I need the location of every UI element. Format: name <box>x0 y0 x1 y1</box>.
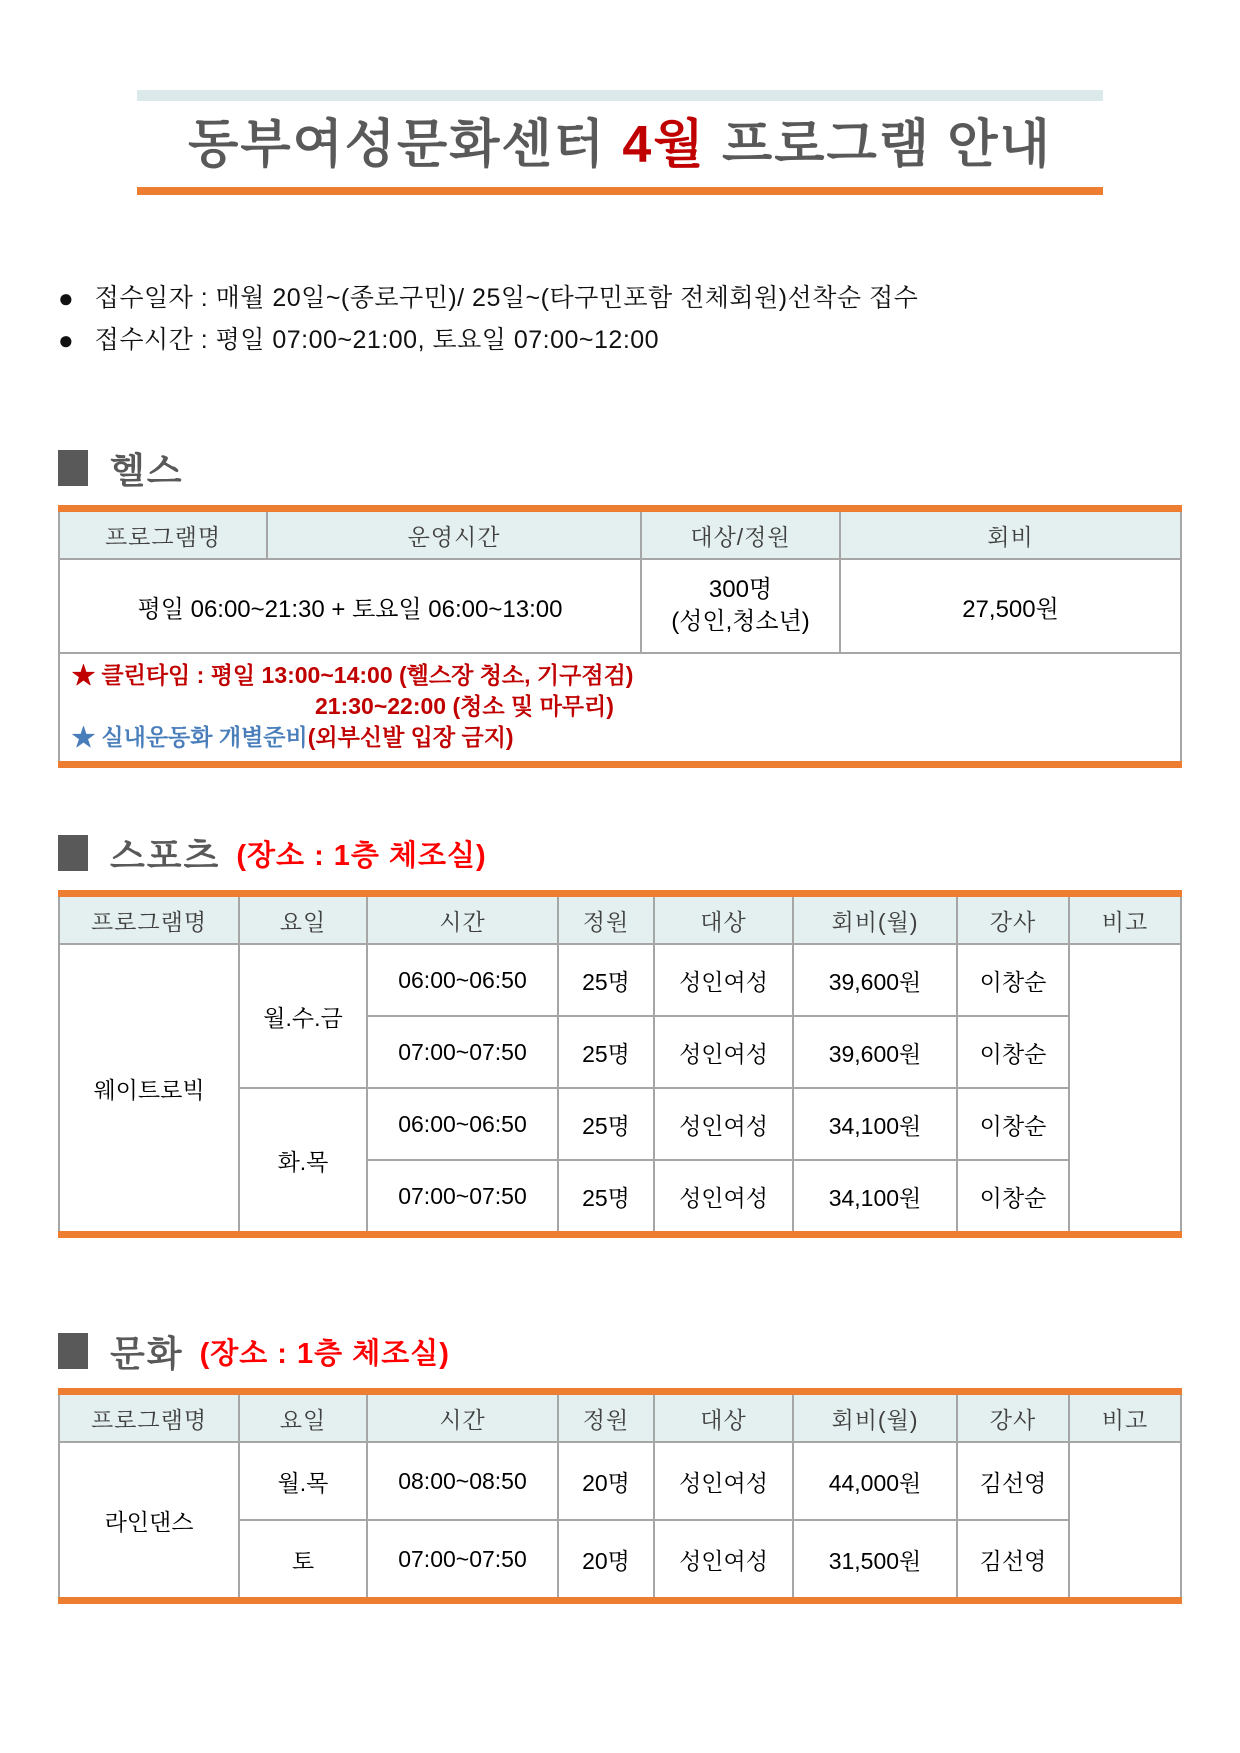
day-cell: 토 <box>239 1520 367 1601</box>
notice-text: 접수일자 : 매월 20일~(종로구민)/ 25일~(타구민포함 전체회원)선착순 접수 <box>94 284 919 312</box>
table-header-row <box>59 1392 1181 1443</box>
col-header-instructor: 강사 <box>957 1392 1069 1443</box>
section-header-sports <box>58 832 1240 874</box>
time-cell: 07:00~07:50 <box>367 1160 558 1235</box>
col-header-day: 요일 <box>239 1392 367 1443</box>
col-header-day: 요일 <box>239 894 367 945</box>
table-row <box>59 1442 1181 1520</box>
culture-table <box>58 1388 1182 1604</box>
col-header-fee: 회비(월) <box>793 894 957 945</box>
instructor-cell: 이창순 <box>957 1016 1069 1088</box>
target-cell: 성인여성 <box>654 1442 793 1520</box>
target-cell: 성인여성 <box>654 1520 793 1601</box>
instructor-cell: 김선영 <box>957 1442 1069 1520</box>
time-cell: 07:00~07:50 <box>367 1520 558 1601</box>
title-prefix: 동부여성문화센터 <box>188 116 623 174</box>
col-header-hours: 운영시간 <box>267 509 641 560</box>
time-cell: 07:00~07:50 <box>367 1016 558 1088</box>
section-title: 헬스 <box>110 449 184 491</box>
fee-cell: 44,000원 <box>793 1442 957 1520</box>
notice-registration-date <box>58 277 1240 319</box>
col-header-time: 시간 <box>367 894 558 945</box>
sports-table <box>58 890 1182 1238</box>
capacity-cell: 25명 <box>558 944 654 1016</box>
target-cell: 성인여성 <box>654 1160 793 1235</box>
health-hours-cell: 평일 06:00~21:30 + 토요일 06:00~13:00 <box>59 559 641 653</box>
capacity-cell: 25명 <box>558 1016 654 1088</box>
title-block <box>137 90 1103 195</box>
col-header-time: 시간 <box>367 1392 558 1443</box>
section-square-icon <box>58 835 88 871</box>
title-top-bar <box>137 90 1103 101</box>
capacity-target: (성인,청소년) <box>671 608 810 635</box>
table-row <box>59 944 1181 1016</box>
program-name-cell: 웨이트로빅 <box>59 944 239 1235</box>
instructor-cell: 김선영 <box>957 1520 1069 1601</box>
note-shoes <box>72 722 1168 753</box>
section-title: 스포츠 <box>110 834 221 876</box>
section-location: (장소 : 1층 체조실) <box>199 1337 450 1370</box>
fee-cell: 34,100원 <box>793 1088 957 1160</box>
remark-cell <box>1069 944 1181 1235</box>
col-header-fee: 회비 <box>840 509 1181 560</box>
capacity-cell: 20명 <box>558 1520 654 1601</box>
col-header-remark: 비고 <box>1069 1392 1181 1443</box>
capacity-count: 300명 <box>708 576 773 603</box>
col-header-program: 프로그램명 <box>59 509 267 560</box>
health-fee-cell: 27,500원 <box>840 559 1181 653</box>
capacity-cell: 25명 <box>558 1088 654 1160</box>
health-table <box>58 505 1182 768</box>
capacity-cell: 20명 <box>558 1442 654 1520</box>
health-notes-cell <box>59 653 1181 765</box>
col-header-target-capacity: 대상/정원 <box>641 509 840 560</box>
section-location: (장소 : 1층 체조실) <box>236 839 487 872</box>
fee-cell: 34,100원 <box>793 1160 957 1235</box>
health-capacity-cell <box>641 559 840 653</box>
day-cell: 화.목 <box>239 1088 367 1235</box>
note-clean-time-2: 21:30~22:00 (청소 및 마무리) <box>315 693 614 719</box>
section-title: 문화 <box>110 1332 184 1374</box>
table-notes-row <box>59 653 1181 765</box>
target-cell: 성인여성 <box>654 1088 793 1160</box>
col-header-remark: 비고 <box>1069 894 1181 945</box>
col-header-capacity: 정원 <box>558 1392 654 1443</box>
col-header-program: 프로그램명 <box>59 894 239 945</box>
title-underline <box>137 187 1103 195</box>
time-cell: 08:00~08:50 <box>367 1442 558 1520</box>
fee-cell: 39,600원 <box>793 944 957 1016</box>
fee-cell: 39,600원 <box>793 1016 957 1088</box>
capacity-cell: 25명 <box>558 1160 654 1235</box>
title-suffix: 프로그램 안내 <box>705 116 1052 174</box>
section-square-icon <box>58 450 88 486</box>
instructor-cell: 이창순 <box>957 1160 1069 1235</box>
section-square-icon <box>58 1333 88 1369</box>
notice-list <box>58 277 1240 361</box>
remark-cell <box>1069 1442 1181 1601</box>
col-header-fee: 회비(월) <box>793 1392 957 1443</box>
target-cell: 성인여성 <box>654 1016 793 1088</box>
page-title <box>137 101 1103 187</box>
note-shoes-blue: ★ 실내운동화 개별준비 <box>72 724 308 750</box>
col-header-program: 프로그램명 <box>59 1392 239 1443</box>
table-header-row <box>59 509 1181 560</box>
section-header-culture <box>58 1330 1240 1372</box>
title-month: 4월 <box>622 116 706 174</box>
table-row <box>59 559 1181 653</box>
table-header-row <box>59 894 1181 945</box>
bullet-icon: ● <box>58 283 74 313</box>
program-name-cell: 라인댄스 <box>59 1442 239 1601</box>
note-shoes-red: (외부신발 입장 금지) <box>307 724 514 750</box>
instructor-cell: 이창순 <box>957 944 1069 1016</box>
time-cell: 06:00~06:50 <box>367 944 558 1016</box>
instructor-cell: 이창순 <box>957 1088 1069 1160</box>
col-header-target: 대상 <box>654 1392 793 1443</box>
bullet-icon: ● <box>58 325 74 355</box>
col-header-capacity: 정원 <box>558 894 654 945</box>
time-cell: 06:00~06:50 <box>367 1088 558 1160</box>
notice-text: 접수시간 : 평일 07:00~21:00, 토요일 07:00~12:00 <box>94 326 660 354</box>
day-cell: 월.수.금 <box>239 944 367 1088</box>
notice-registration-time <box>58 319 1240 361</box>
fee-cell: 31,500원 <box>793 1520 957 1601</box>
col-header-target: 대상 <box>654 894 793 945</box>
col-header-instructor: 강사 <box>957 894 1069 945</box>
target-cell: 성인여성 <box>654 944 793 1016</box>
day-cell: 월.목 <box>239 1442 367 1520</box>
note-clean-time-1: ★ 클린타임 : 평일 13:00~14:00 (헬스장 청소, 기구점검) <box>72 662 634 688</box>
section-header-health <box>58 447 1240 489</box>
